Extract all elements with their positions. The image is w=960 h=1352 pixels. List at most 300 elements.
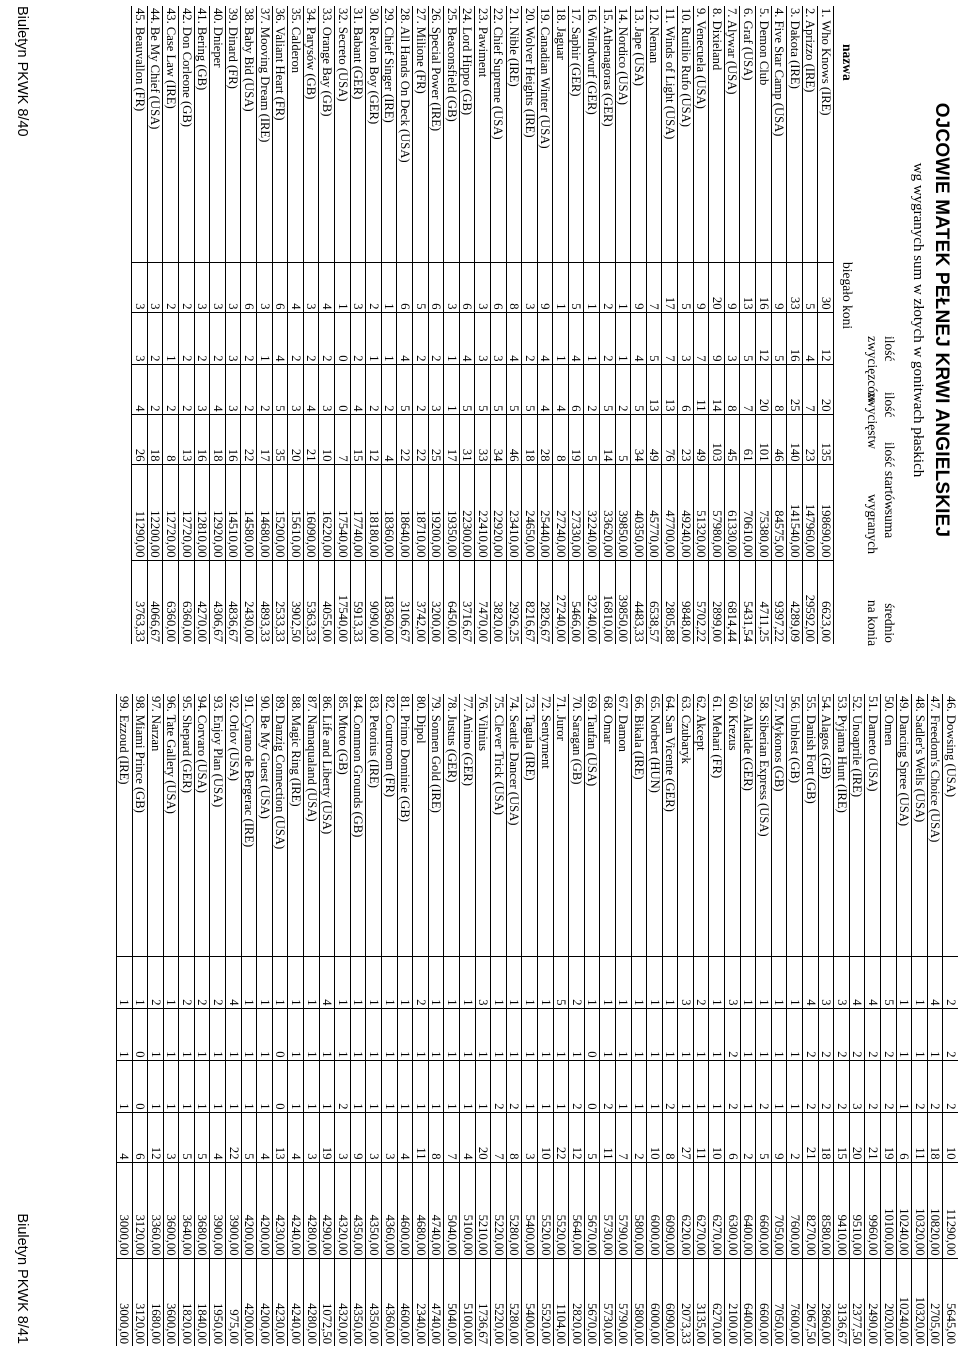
wins-count: 7 — [740, 364, 756, 414]
total-winnings: 18640,00 — [397, 464, 413, 560]
average-per-horse: 1950,00 — [210, 1258, 226, 1346]
sire-name: 17. Saphir (GER) — [568, 6, 584, 262]
average-per-horse: 9848,00 — [678, 560, 694, 644]
winners-count: 0 — [272, 1008, 288, 1060]
table-row — [553, 6, 569, 644]
table-row — [179, 694, 195, 1346]
sire-name: 71. Juror — [553, 694, 569, 956]
sire-name: 32. Secreto (USA) — [335, 6, 351, 262]
winners-count: 1 — [631, 1008, 647, 1060]
winners-count: 2 — [412, 312, 428, 364]
wins-count: 2 — [147, 364, 163, 414]
wins-count: 1 — [896, 1060, 912, 1112]
runners-count: 3 — [350, 262, 366, 312]
average-per-horse: 3742,00 — [412, 560, 428, 644]
sire-name: 48. Sadler's Wells (USA) — [912, 694, 928, 956]
starts-count: 19 — [319, 1112, 335, 1162]
wins-count: 5 — [490, 364, 506, 414]
wins-count: 1 — [350, 1060, 366, 1112]
total-winnings: 147960,00 — [802, 464, 818, 560]
wins-count: 1 — [304, 1060, 320, 1112]
total-winnings: 4230,00 — [272, 1162, 288, 1258]
table-row — [412, 6, 428, 644]
wins-count: 2 — [865, 1060, 881, 1112]
total-winnings: 4290,00 — [319, 1162, 335, 1258]
average-per-horse: 2533,33 — [272, 560, 288, 644]
sire-name: 21. Nible (IRE) — [506, 6, 522, 262]
sire-name: 2. Aprizzo (IRE) — [802, 6, 818, 262]
table-row — [335, 694, 351, 1346]
runners-count: 2 — [179, 956, 195, 1008]
wins-count: 2 — [179, 364, 195, 414]
average-per-horse: 17540,00 — [335, 560, 351, 644]
runners-count: 9 — [724, 262, 740, 312]
total-winnings: 18710,00 — [412, 464, 428, 560]
column-header-average — [864, 600, 898, 646]
wins-count: 5 — [459, 364, 475, 414]
column-header-name: nazwa — [840, 44, 855, 81]
table-row — [319, 6, 335, 644]
average-per-horse: 3600,00 — [163, 1258, 179, 1346]
runners-count: 5 — [802, 262, 818, 312]
table-row — [288, 694, 304, 1346]
winners-count: 3 — [724, 312, 740, 364]
winners-count: 1 — [163, 1008, 179, 1060]
winners-count: 2 — [241, 312, 257, 364]
winners-count: 1 — [397, 1008, 413, 1060]
starts-count: 22 — [397, 414, 413, 464]
sire-name: 82. Courtroom (FR) — [382, 694, 398, 956]
total-winnings: 8270,00 — [803, 1162, 819, 1258]
total-winnings: 14680,00 — [257, 464, 273, 560]
average-per-horse: 4350,00 — [350, 1258, 366, 1346]
sire-name: 95. Shepard (GER) — [179, 694, 195, 956]
sire-name: 83. Petorius (IRE) — [366, 694, 382, 956]
runners-count: 3 — [225, 262, 241, 312]
wins-count: 7 — [802, 364, 818, 414]
total-winnings: 4200,00 — [257, 1162, 273, 1258]
wins-count: 1 — [444, 364, 460, 414]
table-row — [943, 694, 958, 1346]
runners-count: 3 — [257, 262, 273, 312]
wins-count: 3 — [319, 364, 335, 414]
table-row — [600, 6, 616, 644]
average-per-horse: 6600,00 — [756, 1258, 772, 1346]
table-row — [163, 6, 179, 644]
wins-count: 1 — [397, 1060, 413, 1112]
total-winnings: 5040,00 — [444, 1162, 460, 1258]
table-row — [116, 694, 132, 1346]
runners-count: 3 — [475, 262, 491, 312]
average-per-horse: 6000,00 — [647, 1258, 663, 1346]
winners-count: 1 — [615, 312, 631, 364]
winners-count: 2 — [210, 312, 226, 364]
average-per-horse: 1820,00 — [179, 1258, 195, 1346]
average-per-horse: 4280,00 — [304, 1258, 320, 1346]
sire-name: 94. Corvaro (USA) — [194, 694, 210, 956]
table-row — [678, 694, 694, 1346]
runners-count: 4 — [865, 956, 881, 1008]
winners-count: 1 — [335, 1008, 351, 1060]
wins-count: 1 — [709, 1060, 725, 1112]
average-per-horse: 3820,00 — [490, 560, 506, 644]
column-header-average-line2: na konia — [865, 600, 880, 647]
wins-count: 3 — [225, 364, 241, 414]
average-per-horse: 5100,00 — [460, 1258, 476, 1346]
average-per-horse: 6814,44 — [724, 560, 740, 644]
table-row — [834, 694, 850, 1346]
average-per-horse: 7050,00 — [771, 1258, 787, 1346]
column-header-sum-line2: wygranych — [865, 494, 880, 554]
average-per-horse: 4055,00 — [319, 560, 335, 644]
average-per-horse: 7470,00 — [475, 560, 491, 644]
average-per-horse: 2899,00 — [709, 560, 725, 644]
runners-count: 1 — [163, 956, 179, 1008]
right-page — [0, 688, 960, 1352]
sire-name: 80. Dipol — [413, 694, 429, 956]
table-row — [865, 694, 881, 1346]
table-row — [724, 6, 740, 644]
runners-count: 9 — [771, 262, 787, 312]
starts-count: 45 — [724, 414, 740, 464]
wins-count: 2 — [803, 1060, 819, 1112]
runners-count: 6 — [459, 262, 475, 312]
winners-count: 7 — [662, 312, 678, 364]
sire-name: 59. Alkalde (GER) — [740, 694, 756, 956]
wins-count: 1 — [693, 1060, 709, 1112]
starts-count: 26 — [132, 414, 148, 464]
winners-count: 1 — [569, 1008, 585, 1060]
winners-count: 2 — [865, 1008, 881, 1060]
sire-name: 50. Omen — [881, 694, 897, 956]
runners-count: 1 — [631, 956, 647, 1008]
total-winnings: 39850,00 — [615, 464, 631, 560]
sire-name: 9. Venecuela (USA) — [693, 6, 709, 262]
sire-name: 73. Tagula (IRE) — [522, 694, 538, 956]
sire-name: 29. Chief Singer (IRE) — [381, 6, 397, 262]
winners-count: 2 — [881, 1008, 897, 1060]
runners-count: 3 — [194, 262, 210, 312]
winners-count: 1 — [787, 1008, 803, 1060]
sire-name: 77. Animo (GER) — [460, 694, 476, 956]
wins-count: 1 — [460, 1060, 476, 1112]
wins-count: 2 — [257, 364, 273, 414]
table-row — [460, 694, 476, 1346]
average-per-horse: 27240,00 — [553, 560, 569, 644]
sire-name: 70. Saragan (GB) — [569, 694, 585, 956]
wins-count: 11 — [693, 364, 709, 414]
wins-count: 8 — [724, 364, 740, 414]
sire-name: 23. Pawiment — [475, 6, 491, 262]
table-row — [693, 694, 709, 1346]
runners-count: 1 — [288, 956, 304, 1008]
runners-count: 2 — [569, 956, 585, 1008]
average-per-horse: 5220,00 — [491, 1258, 507, 1346]
average-per-horse: 4306,67 — [210, 560, 226, 644]
starts-count: 5 — [615, 414, 631, 464]
starts-count: 12 — [569, 1112, 585, 1162]
sire-name: 5. Demon Club — [756, 6, 772, 262]
wins-count: 1 — [413, 1060, 429, 1112]
wins-count: 5 — [506, 364, 522, 414]
total-winnings: 5640,00 — [569, 1162, 585, 1258]
sire-name: 65. Norbert (HUN) — [647, 694, 663, 956]
total-winnings: 32240,00 — [584, 464, 600, 560]
sire-name: 33. Orange Bay (GB) — [319, 6, 335, 262]
column-header-average-line1: średnio — [882, 603, 897, 643]
starts-count: 13 — [272, 1112, 288, 1162]
total-winnings: 5670,00 — [584, 1162, 600, 1258]
average-per-horse: 4360,00 — [382, 1258, 398, 1346]
total-winnings: 15610,00 — [288, 464, 304, 560]
winners-count: 1 — [553, 1008, 569, 1060]
table-row — [537, 6, 553, 644]
total-winnings: 22920,00 — [490, 464, 506, 560]
sire-name: 8. Dixieland — [709, 6, 725, 262]
runners-count: 1 — [272, 956, 288, 1008]
winners-count: 3 — [490, 312, 506, 364]
runners-count: 4 — [803, 956, 819, 1008]
starts-count: 34 — [631, 414, 647, 464]
table-row — [272, 6, 288, 644]
table-row — [381, 6, 397, 644]
wins-count: 20 — [818, 364, 834, 414]
wins-count: 1 — [382, 1060, 398, 1112]
wins-count: 13 — [646, 364, 662, 414]
starts-count: 22 — [412, 414, 428, 464]
average-per-horse: 3763,33 — [132, 560, 148, 644]
winners-count: 4 — [506, 312, 522, 364]
wins-count: 0 — [272, 1060, 288, 1112]
winners-count: 12 — [818, 312, 834, 364]
total-winnings: 6090,00 — [662, 1162, 678, 1258]
average-per-horse: 5466,00 — [568, 560, 584, 644]
sire-name: 14. Nordico (USA) — [615, 6, 631, 262]
table-row — [428, 694, 444, 1346]
average-per-horse: 3716,67 — [459, 560, 475, 644]
total-winnings: 6000,00 — [647, 1162, 663, 1258]
wins-count: 2 — [834, 1060, 850, 1112]
total-winnings: 4600,00 — [397, 1162, 413, 1258]
winners-count: 1 — [194, 1008, 210, 1060]
average-per-horse: 29592,00 — [802, 560, 818, 644]
wins-count: 2 — [615, 364, 631, 414]
winners-count: 4 — [537, 312, 553, 364]
total-winnings: 9410,00 — [834, 1162, 850, 1258]
winners-count: 1 — [709, 1008, 725, 1060]
starts-count: 4 — [210, 1112, 226, 1162]
table-row — [584, 694, 600, 1346]
starts-count: 7 — [335, 414, 351, 464]
wins-count: 1 — [319, 1060, 335, 1112]
winners-count: 1 — [771, 1008, 787, 1060]
average-per-horse: 2860,00 — [818, 1258, 834, 1346]
sire-name: 1. Who Knows (IRE) — [818, 6, 834, 262]
runners-count: 2 — [366, 262, 382, 312]
wins-count: 1 — [163, 1060, 179, 1112]
winners-count: 1 — [506, 1008, 522, 1060]
sire-name: 20. Wolver Heights (IRE) — [522, 6, 538, 262]
sire-name: 13. Jape (USA) — [631, 6, 647, 262]
runners-count: 1 — [756, 956, 772, 1008]
total-winnings: 22300,00 — [459, 464, 475, 560]
total-winnings: 70610,00 — [740, 464, 756, 560]
sire-name: 76. Vilnius — [475, 694, 491, 956]
winners-count: 1 — [366, 312, 382, 364]
winners-count: 3 — [225, 312, 241, 364]
winners-count: 4 — [631, 312, 647, 364]
winners-count: 4 — [397, 312, 413, 364]
starts-count: 4 — [288, 1112, 304, 1162]
starts-count: 19 — [568, 414, 584, 464]
starts-count: 8 — [662, 1112, 678, 1162]
wins-count: 2 — [412, 364, 428, 414]
runners-count: 3 — [444, 262, 460, 312]
starts-count: 16 — [225, 414, 241, 464]
winners-count: 3 — [678, 312, 694, 364]
winners-count: 1 — [148, 1008, 164, 1060]
wins-count: 1 — [615, 1060, 631, 1112]
average-per-horse: 1736,67 — [475, 1258, 491, 1346]
sire-name: 15. Athenagoras (GER) — [600, 6, 616, 262]
table-row — [740, 694, 756, 1346]
winners-count: 1 — [257, 312, 273, 364]
winners-count: 2 — [179, 312, 195, 364]
table-row — [569, 694, 585, 1346]
total-winnings: 12920,00 — [210, 464, 226, 560]
total-winnings: 5730,00 — [600, 1162, 616, 1258]
total-winnings: 12810,00 — [194, 464, 210, 560]
wins-count: 2 — [335, 1060, 351, 1112]
sires-table-right — [116, 694, 958, 1346]
wins-count: 1 — [647, 1060, 663, 1112]
column-header-starts: ilość startów — [882, 442, 897, 511]
total-winnings: 6270,00 — [693, 1162, 709, 1258]
average-per-horse: 32240,00 — [584, 560, 600, 644]
sire-name: 61. Mehari (FR) — [709, 694, 725, 956]
table-row — [506, 694, 522, 1346]
column-header-runners: biegało koni — [840, 262, 855, 330]
total-winnings: 5400,00 — [522, 1162, 538, 1258]
total-winnings: 5220,00 — [491, 1162, 507, 1258]
total-winnings: 5100,00 — [460, 1162, 476, 1258]
average-per-horse: 5040,00 — [444, 1258, 460, 1346]
starts-count: 10 — [319, 414, 335, 464]
winners-count: 2 — [194, 312, 210, 364]
winners-count: 0 — [335, 312, 351, 364]
average-per-horse: 2820,00 — [569, 1258, 585, 1346]
winners-count: 1 — [304, 1008, 320, 1060]
column-header-winners-line2: zwycięzców — [865, 336, 880, 403]
wins-count: 2 — [381, 364, 397, 414]
winners-count: 1 — [163, 312, 179, 364]
table-row — [896, 694, 912, 1346]
sire-name: 45. Beauvallon (FR) — [132, 6, 148, 262]
table-row — [615, 6, 631, 644]
average-per-horse: 5520,00 — [537, 1258, 553, 1346]
sire-name: 53. Pyjama Hunt (IRE) — [834, 694, 850, 956]
table-row — [241, 694, 257, 1346]
sire-name: 54. Alagos (GB) — [818, 694, 834, 956]
total-winnings: 84575,00 — [771, 464, 787, 560]
starts-count: 3 — [366, 1112, 382, 1162]
wins-count: 0 — [584, 1060, 600, 1112]
starts-count: 11 — [413, 1112, 429, 1162]
average-per-horse: 4320,00 — [335, 1258, 351, 1346]
starts-count: 8 — [553, 414, 569, 464]
winners-count: 1 — [366, 1008, 382, 1060]
runners-count: 1 — [132, 956, 148, 1008]
winners-count: 7 — [693, 312, 709, 364]
wins-count: 2 — [366, 364, 382, 414]
total-winnings: 6220,00 — [678, 1162, 694, 1258]
starts-count: 4 — [257, 1112, 273, 1162]
average-per-horse: 3120,00 — [132, 1258, 148, 1346]
winners-count: 0 — [584, 1008, 600, 1060]
total-winnings: 3640,00 — [179, 1162, 195, 1258]
wins-count: 1 — [475, 1060, 491, 1112]
total-winnings: 22410,00 — [475, 464, 491, 560]
sire-name: 43. Case Law (IRE) — [163, 6, 179, 262]
average-per-horse: 3200,00 — [428, 560, 444, 644]
average-per-horse: 6538,57 — [646, 560, 662, 644]
starts-count: 10 — [647, 1112, 663, 1162]
runners-count: 1 — [522, 956, 538, 1008]
starts-count: 3 — [335, 1112, 351, 1162]
total-winnings: 17540,00 — [335, 464, 351, 560]
total-winnings: 75380,00 — [756, 464, 772, 560]
average-per-horse: 5363,33 — [303, 560, 319, 644]
winners-count: 1 — [740, 1008, 756, 1060]
table-row — [241, 6, 257, 644]
winners-count: 3 — [475, 312, 491, 364]
wins-count: 2 — [725, 1060, 741, 1112]
wins-count: 5 — [397, 364, 413, 414]
wins-count: 3 — [288, 364, 304, 414]
winners-count: 1 — [927, 1008, 943, 1060]
winners-count: 1 — [444, 1008, 460, 1060]
average-per-horse: 10320,00 — [912, 1258, 928, 1346]
table-row — [179, 6, 195, 644]
average-per-horse: 5702,22 — [693, 560, 709, 644]
wins-count: 1 — [179, 1060, 195, 1112]
sire-name: 67. Damon — [615, 694, 631, 956]
total-winnings: 4240,00 — [288, 1162, 304, 1258]
total-winnings: 40350,00 — [631, 464, 647, 560]
average-per-horse: 4230,00 — [272, 1258, 288, 1346]
runners-count: 1 — [771, 956, 787, 1008]
average-per-horse: 6400,00 — [740, 1258, 756, 1346]
runners-count: 1 — [615, 262, 631, 312]
table-row — [413, 694, 429, 1346]
table-row — [740, 6, 756, 644]
winners-count: 2 — [319, 312, 335, 364]
wins-count: 1 — [194, 1060, 210, 1112]
table-row — [693, 6, 709, 644]
winners-count: 1 — [678, 1008, 694, 1060]
total-winnings: 3680,00 — [194, 1162, 210, 1258]
sire-name: 18. Jaguar — [553, 6, 569, 262]
total-winnings: 4360,00 — [382, 1162, 398, 1258]
table-row — [631, 6, 647, 644]
starts-count: 46 — [506, 414, 522, 464]
sire-name: 86. Life and Liberty (USA) — [319, 694, 335, 956]
average-per-horse: 39850,00 — [615, 560, 631, 644]
starts-count: 5 — [179, 1112, 195, 1162]
table-row — [802, 6, 818, 644]
winners-count: 1 — [693, 1008, 709, 1060]
table-row — [194, 694, 210, 1346]
